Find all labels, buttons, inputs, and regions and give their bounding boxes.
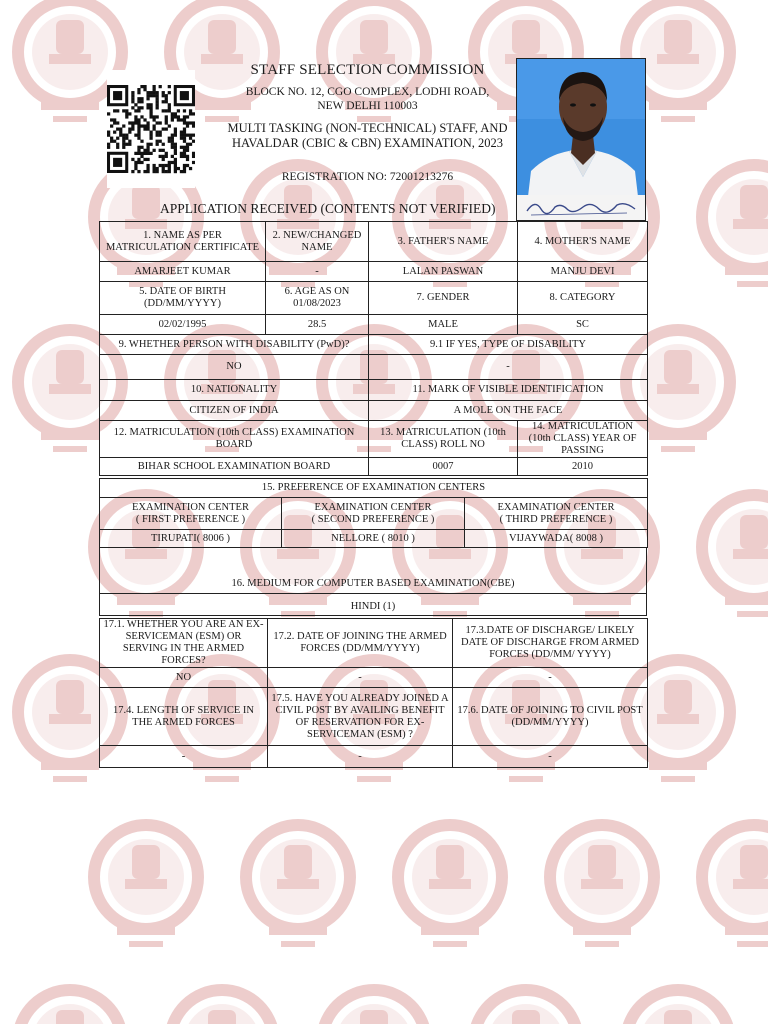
dob-label: 5. DATE OF BIRTH (DD/MM/YYYY) (100, 282, 266, 315)
third-center-label-line-1: EXAMINATION CENTER (497, 501, 615, 513)
centers-title: 15. PREFERENCE OF EXAMINATION CENTERS (100, 479, 648, 498)
address (220, 85, 515, 113)
third-center-label-line-2: ( THIRD PREFERENCE ) (499, 513, 613, 525)
third-center-label (465, 498, 648, 530)
pwd-label: 9. WHETHER PERSON WITH DISABILITY (PwD)? (100, 335, 369, 355)
organization-name: STAFF SELECTION COMMISSION (250, 62, 485, 78)
discharge-date-label: 17.3.DATE OF DISCHARGE/ LIKELY DATE OF DISCHARGE FROM ARMED FORCES (DD/MM/ YYYY) (453, 619, 648, 668)
second-center-label (282, 498, 465, 530)
category-value: SC (518, 315, 648, 335)
civil-post-answer: - (268, 746, 453, 768)
mother-name-label: 4. MOTHER'S NAME (518, 222, 648, 262)
application-form-table (99, 221, 647, 768)
civil-post-joining-date-label: 17.6. DATE OF JOINING TO CIVIL POST (DD/MM/YYYY) (453, 688, 648, 746)
roll-value: 0007 (369, 458, 518, 476)
board-label: 12. MATRICULATION (10th CLASS) EXAMINATION BOARD (100, 421, 369, 458)
exam-centers-table (99, 478, 648, 548)
medium-table (99, 547, 647, 616)
father-name-value: LALAN PASWAN (369, 262, 518, 282)
age-value: 28.5 (266, 315, 369, 335)
gender-value: MALE (369, 315, 518, 335)
second-center-label-line-1: EXAMINATION CENTER (314, 501, 432, 513)
dob-value: 02/02/1995 (100, 315, 266, 335)
candidate-photo (516, 58, 646, 221)
first-center-value: TIRUPATI( 8006 ) (100, 530, 282, 548)
disability-type-value: - (369, 355, 648, 380)
pwd-value: NO (100, 355, 369, 380)
exam-name-line-1: MULTI TASKING (NON-TECHNICAL) STAFF, AND (227, 121, 508, 135)
age-label: 6. AGE AS ON 01/08/2023 (266, 282, 369, 315)
exam-name (220, 121, 515, 151)
second-center-value: NELLORE ( 8010 ) (282, 530, 465, 548)
exam-name-line-2: HAVALDAR (CBIC & CBN) EXAMINATION, 2023 (231, 136, 504, 150)
board-value: BIHAR SCHOOL EXAMINATION BOARD (100, 458, 369, 476)
disability-type-label: 9.1 IF YES, TYPE OF DISABILITY (369, 335, 648, 355)
header-block (220, 62, 515, 183)
medium-title: 16. MEDIUM FOR COMPUTER BASED EXAMINATION(CBE) (100, 548, 647, 594)
service-length-value: - (100, 746, 268, 768)
first-center-label-line-1: EXAMINATION CENTER (132, 501, 249, 513)
nationality-label: 10. NATIONALITY (100, 380, 369, 401)
year-label: 14. MATRICULATION (10th CLASS) YEAR OF PASSING (518, 421, 648, 458)
first-center-label-line-2: ( FIRST PREFERENCE ) (135, 513, 246, 525)
mother-name-value: MANJU DEVI (518, 262, 648, 282)
registration-number: REGISTRATION NO: 72001213276 (281, 171, 454, 183)
armed-joining-date-label: 17.2. DATE OF JOINING THE ARMED FORCES (DD/MM/YYYY) (268, 619, 453, 668)
identification-value: A MOLE ON THE FACE (369, 401, 648, 421)
name-label: 1. NAME AS PER MATRICULATION CERTIFICATE (100, 222, 266, 262)
address-line-2: NEW DELHI 110003 (317, 100, 418, 112)
second-center-label-line-2: ( SECOND PREFERENCE ) (311, 513, 435, 525)
gender-label: 7. GENDER (369, 282, 518, 315)
year-value: 2010 (518, 458, 648, 476)
name-value: AMARJEET KUMAR (100, 262, 266, 282)
third-center-value: VIJAYWADA( 8008 ) (465, 530, 648, 548)
category-label: 8. CATEGORY (518, 282, 648, 315)
first-center-label (100, 498, 282, 530)
armed-forces-table (99, 618, 648, 768)
qr-code-icon (107, 70, 195, 188)
discharge-date-value: - (453, 668, 648, 688)
personal-details-table (99, 221, 648, 476)
esm-question-label: 17.1. WHETHER YOU ARE AN EX-SERVICEMAN (ESM) OR SERVING IN THE ARMED FORCES? (100, 619, 268, 668)
nationality-value: CITIZEN OF INDIA (100, 401, 369, 421)
changed-name-label: 2. NEW/CHANGED NAME (266, 222, 369, 262)
esm-answer: NO (100, 668, 268, 688)
armed-joining-date-value: - (268, 668, 453, 688)
application-status: APPLICATION RECEIVED (CONTENTS NOT VERIFIED) (160, 201, 496, 216)
changed-name-value: - (266, 262, 369, 282)
roll-label: 13. MATRICULATION (10th CLASS) ROLL NO (369, 421, 518, 458)
civil-post-question-label: 17.5. HAVE YOU ALREADY JOINED A CIVIL POST BY AVAILING BENEFIT OF RESERVATION FOR EX-SERVICEMAN (ESM) ? (268, 688, 453, 746)
address-line-1: BLOCK NO. 12, CGO COMPLEX, LODHI ROAD, (245, 86, 490, 98)
civil-post-joining-date-value: - (453, 746, 648, 768)
father-name-label: 3. FATHER'S NAME (369, 222, 518, 262)
medium-value: HINDI (1) (100, 594, 647, 616)
service-length-label: 17.4. LENGTH OF SERVICE IN THE ARMED FORCES (100, 688, 268, 746)
identification-label: 11. MARK OF VISIBLE IDENTIFICATION (369, 380, 648, 401)
